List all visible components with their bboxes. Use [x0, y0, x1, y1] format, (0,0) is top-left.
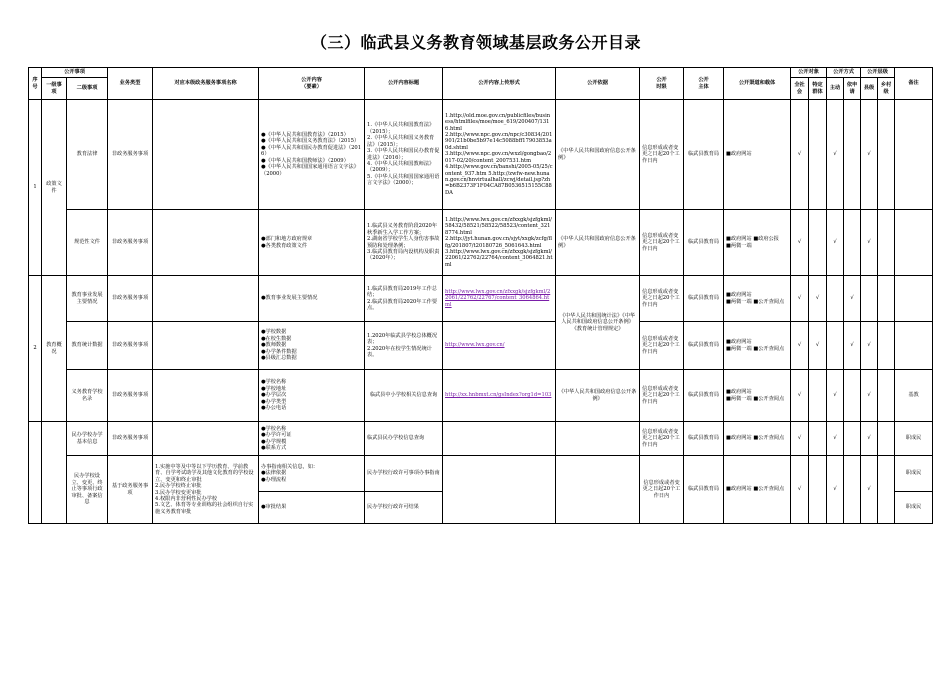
check-obj-specific: [809, 210, 827, 276]
header-object-group: 公开对象: [791, 68, 827, 78]
check-obj-specific: [809, 100, 827, 210]
check-m-active: √: [827, 422, 844, 456]
row-upload: [443, 276, 556, 322]
check-m-active: [827, 322, 844, 370]
check-obj-specific: √: [809, 322, 827, 370]
row-remark: 职成民: [895, 492, 933, 524]
row-remark: 职成民: [895, 422, 933, 456]
table-row: [29, 100, 933, 210]
check-obj-specific: [809, 422, 827, 456]
group-l1: 教育概况: [42, 276, 67, 422]
check-lv-county: √: [861, 100, 878, 210]
table-row: [29, 322, 933, 370]
row-time: 信息形成或者变更之日起20个工作日内: [640, 456, 684, 524]
row-time: 信息形成或者变更之日起20个工作日内: [640, 210, 684, 276]
row-remark: [895, 100, 933, 210]
check-lv-village: [878, 276, 895, 322]
row-time: 信息形成或者变更之日起20个工作日内: [640, 422, 684, 456]
group-l1: [42, 422, 67, 524]
table-row: [29, 422, 933, 456]
check-lv-village: [878, 210, 895, 276]
disclosure-catalog-table: [28, 67, 933, 524]
row-task-type: 基于政务服务事项: [108, 456, 153, 524]
row-task-type: 非政务服务事项: [108, 100, 153, 210]
row-basis: 《中华人民共和国政府信息公开条例》: [556, 100, 640, 210]
header-obj-specific: 特定群体: [809, 78, 827, 100]
check-lv-county: [861, 276, 878, 322]
row-content: ●部门和地方政府规章 ●各类教育政策文件: [259, 210, 365, 276]
check-obj-all: √: [791, 322, 809, 370]
row-upload: 1.http://old.moe.gov.cn/publicfiles/business/htmlfiles/moe/moe_619/200407/1316.html 2.http://www.npc.gov.cn/npc/c30834/201901/21b0be5b97e14c5088bff17903853a0d.shtml 3.http://www.npc.gov.cn/wxzl/gongbao/2017-02/20/content_2007531.htm 4.http://www.gov.cn/banshi/2005-05/25/content_937.htm 5.http://zwfw-new.hunan.gov.cn/hnvirtualhall/zcwj/detail.jsp?zh=b6B2373F1F04CA87B0536515155C88DA: [443, 100, 556, 210]
row-content: ●教育事业发展主要情况: [259, 276, 365, 322]
row-remark: 职成民: [895, 456, 933, 492]
check-obj-all: √: [791, 456, 809, 524]
check-lv-village: [878, 456, 895, 524]
check-m-apply: √: [844, 276, 861, 322]
header-subject: 公开 主体: [684, 68, 724, 100]
header-lv-county: 县级: [861, 78, 878, 100]
header-content: 公开内容 （要素）: [259, 68, 365, 100]
check-m-apply: [844, 456, 861, 524]
row-remark: 基教: [895, 370, 933, 422]
row-service-name: [153, 370, 259, 422]
row-l2: 规范性文件: [67, 210, 108, 276]
row-service-name: 1.实施中等及中等以下学历教育、学前教育、自学考试助学及其他文化教育的学校设立、变更和终止审批 2.民办学校终止审批 3.民办学校变更审批 4.权限内非营利性民办学校 5.文艺、体育等专业训练的社会组织自行实施义务教育审批: [153, 456, 259, 524]
row-task-type: 非政务服务事项: [108, 422, 153, 456]
row-l2: 民办学校办学基本信息: [67, 422, 108, 456]
row-subject: 临武县教育局: [684, 100, 724, 210]
check-obj-specific: [809, 456, 827, 524]
table-row: [29, 276, 933, 322]
row-l2: 教育统计数据: [67, 322, 108, 370]
header-obj-all: 全社会: [791, 78, 809, 100]
row-time: 信息形成或者变更之日起20个工作日内: [640, 100, 684, 210]
check-lv-village: [878, 322, 895, 370]
header-item-l2: 二级事项: [67, 78, 108, 100]
row-subject: 临武县教育局: [684, 370, 724, 422]
row-upload: 1.http://www.lwx.gov.cn/zfxxgk/sjzfgkml/58432/58521/58522/58523/content_3218774.html 2.http://jyt.hunan.gov.cn/sjyt/xxgk/zcfg/flfg/201807/t20180726_5061643.html 3.http://www.lwx.gov.cn/zfxxgk/sjzfgkml/22061/22762/22764/content_3064821.html: [443, 210, 556, 276]
check-lv-county: √: [861, 322, 878, 370]
header-lv-village: 乡村级: [878, 78, 895, 100]
row-channel: ■政府网站: [724, 100, 791, 210]
group-seq: [29, 422, 42, 524]
row-remark: [895, 276, 933, 322]
row-upload: [443, 322, 556, 370]
row-time: 信息形成或者变更之日起20个工作日内: [640, 322, 684, 370]
row-time: 信息形成或者变更之日起20个工作日内: [640, 370, 684, 422]
header-m-apply: 依申请: [844, 78, 861, 100]
check-m-active: √: [827, 456, 844, 524]
table-row: [29, 210, 933, 276]
check-m-apply: [844, 210, 861, 276]
header-item-l1: 一级事项: [42, 78, 67, 100]
check-obj-specific: √: [809, 276, 827, 322]
header-method-group: 公开方式: [827, 68, 861, 78]
check-m-apply: √: [844, 322, 861, 370]
row-task-type: 非政务服务事项: [108, 370, 153, 422]
header-remark: 备注: [895, 68, 933, 100]
header-upload-form: 公开内容上传形式: [443, 68, 556, 100]
row-upload: [443, 456, 556, 524]
row-service-name: [153, 276, 259, 322]
header-seq: 序号: [29, 68, 42, 100]
check-m-apply: [844, 100, 861, 210]
row-content: ●学校名称 ●办学许可证 ●办学规模 ●联系方式: [259, 422, 365, 456]
row-content: ●审批结果: [259, 492, 365, 524]
row-title: 1.2020年临武县学校总体概况表； 2.2020年在校学生情况统计表。: [365, 322, 443, 370]
row-subject: 临武县教育局: [684, 422, 724, 456]
header-item-group: 公开事项: [42, 68, 108, 78]
page-title: （三）临武县义务教育领域基层政务公开目录: [310, 33, 641, 52]
check-lv-county: √: [861, 456, 878, 524]
check-m-apply: [844, 370, 861, 422]
row-channel: ■政府网站 ■政府公报 ■两微一端: [724, 210, 791, 276]
check-m-active: √: [827, 370, 844, 422]
row-channel: ■政府网站 ■公开查阅点: [724, 422, 791, 456]
check-m-active: √: [827, 100, 844, 210]
row-subject: 临武县教育局: [684, 322, 724, 370]
row-content: 办事指南相关信息，如： ●法律依据 ●办理流程: [259, 456, 365, 492]
check-lv-village: [878, 100, 895, 210]
table-row: [29, 370, 933, 422]
row-service-name: [153, 422, 259, 456]
row-channel: ■政府网站 ■两微一端 ■公开查阅点: [724, 322, 791, 370]
group-seq: 2: [29, 276, 42, 422]
row-service-name: [153, 210, 259, 276]
check-obj-all: √: [791, 370, 809, 422]
check-lv-county: √: [861, 370, 878, 422]
row-subject: 临武县教育局: [684, 456, 724, 524]
check-obj-all: √: [791, 276, 809, 322]
check-lv-village: [878, 370, 895, 422]
group-l1: 政策文件: [42, 100, 67, 276]
row-l2: 民办学校设立、变更、终止等事项行政审批、备案信息: [67, 456, 108, 524]
row-task-type: 非政务服务事项: [108, 276, 153, 322]
header-service-name: 对应本级政务服务事项名称: [153, 68, 259, 100]
check-obj-all: √: [791, 210, 809, 276]
row-l2: 教育事业发展主要情况: [67, 276, 108, 322]
header-basis: 公开依据: [556, 68, 640, 100]
upload-link[interactable]: http://www.lwx.gov.cn/: [445, 342, 505, 349]
row-basis: 《中华人民共和国统计法》《中华人民共和国政府信息公开条例》《教育统计管理规定》: [556, 276, 640, 370]
row-upload: [443, 422, 556, 456]
table-row: [29, 456, 933, 492]
row-service-name: [153, 322, 259, 370]
row-basis: 《中华人民共和国政府信息公开条例》: [556, 370, 640, 422]
row-time: 信息形成或者变更之日起20个工作日内: [640, 276, 684, 322]
row-title: 临武县中小学校相关信息查询: [365, 370, 443, 422]
check-m-active: [827, 276, 844, 322]
row-upload: [443, 370, 556, 422]
header-task-type: 业务类型: [108, 68, 153, 100]
row-l2: 义务教育学校名录: [67, 370, 108, 422]
row-remark: [895, 322, 933, 370]
row-remark: [895, 210, 933, 276]
row-title: 1.临武县义务教育阶段2020年秋季新生入学工作方案； 2.湖南省学校学生人身伤害事故预防和处理条例； 3.临武县教育局内设机构及职责（2020年）；: [365, 210, 443, 276]
row-basis: [556, 456, 640, 524]
group-seq: 1: [29, 100, 42, 276]
row-basis: 《中华人民共和国政府信息公开条例》: [556, 210, 640, 276]
check-lv-county: √: [861, 422, 878, 456]
row-service-name: [153, 100, 259, 210]
header-m-active: 主动: [827, 78, 844, 100]
row-task-type: 非政务服务事项: [108, 322, 153, 370]
check-m-active: √: [827, 210, 844, 276]
check-obj-specific: [809, 370, 827, 422]
check-m-apply: [844, 422, 861, 456]
header-time: 公开 时限: [640, 68, 684, 100]
check-obj-all: √: [791, 422, 809, 456]
upload-link[interactable]: http://xx.hnbmxt.cn/gsIndex?org1d=103: [445, 392, 552, 399]
row-title: 民办学校行政许可结果: [365, 492, 443, 524]
row-subject: 临武县教育局: [684, 276, 724, 322]
row-title: 1.临武县教育局2019年工作总结； 2.临武县教育局2020年工作要点。: [365, 276, 443, 322]
row-title: 民办学校行政许可事项办事指南: [365, 456, 443, 492]
row-channel: ■政府网站 ■两微一端 ■公开查阅点: [724, 276, 791, 322]
check-obj-all: √: [791, 100, 809, 210]
row-channel: ■政府网站 ■两微一端 ■公开查阅点: [724, 370, 791, 422]
row-basis: [556, 422, 640, 456]
row-content: ●《中华人民共和国教育法》（2015） ●《中华人民共和国义务教育法》（2015） ●《中华人民共和国民办教育促进法》（2016） ●《中华人民共和国教师法》（2009） ●《中华人民共和国国家通用语言文字法》（2000）: [259, 100, 365, 210]
row-l2: 教育法律: [67, 100, 108, 210]
header-channel: 公开渠道和载体: [724, 68, 791, 100]
row-subject: 临武县教育局: [684, 210, 724, 276]
check-lv-county: √: [861, 210, 878, 276]
header-content-title: 公开内容标题: [365, 68, 443, 100]
row-content: ●学校数据 ●在校生数据 ●教师数据 ●办学条件数据 ●县级汇总数据: [259, 322, 365, 370]
row-title: 1.《中华人民共和国教育法》（2015）； 2.《中华人民共和国义务教育法》（2015）； 3.《中华人民共和国民办教育促进法》（2016）； 4.《中华人民共和国教师法》（2009）； 5.《中华人民共和国国家通用语言文字法》（2000）；: [365, 100, 443, 210]
upload-link[interactable]: http://www.lwx.gov.cn/zfxxgk/sjzfgkml/22061/22762/22767/content_3064864.html: [445, 288, 551, 308]
row-content: ●学校名称 ●学校地址 ●办学层次 ●办学类型 ●办公电话: [259, 370, 365, 422]
row-title: 临武县民办学校信息查询: [365, 422, 443, 456]
check-lv-village: [878, 422, 895, 456]
row-task-type: 非政务服务事项: [108, 210, 153, 276]
header-level-group: 公开层级: [861, 68, 895, 78]
row-channel: ■政府网站 ■公开查阅点: [724, 456, 791, 524]
